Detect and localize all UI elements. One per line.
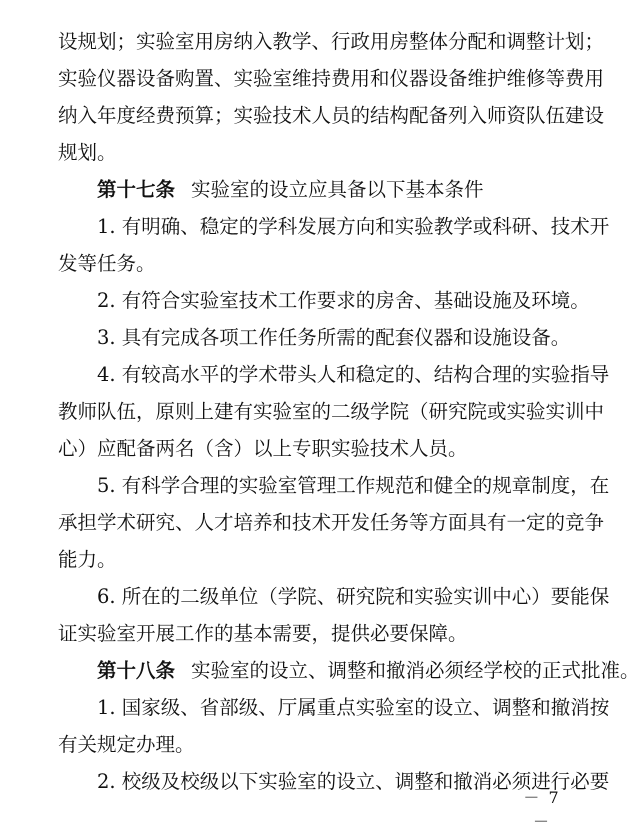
article-18-item-1-line-1: 1. 国家级、省部级、厅属重点实验室的设立、调整和撤消按 [97, 696, 610, 719]
article-17-item-5-line-3: 能力。 [58, 548, 117, 571]
article-17-heading: 实验室的设立应具备以下基本条件 [191, 178, 484, 201]
article-18-heading-line [97, 656, 640, 686]
article-17-item-6-line-2: 证实验室开展工作的基本需要，提供必要保障。 [58, 622, 468, 645]
text-line: 实验仪器设备购置、实验室维持费用和仪器设备维护维修等费用 [58, 67, 605, 90]
article-18-title: 第十八条 [97, 659, 176, 682]
article-17-item-2: 2. 有符合实验室技术工作要求的房舍、基础设施及环境。 [97, 289, 590, 312]
article-17-item-4-line-3: 心）应配备两名（含）以上专职实验技术人员。 [58, 437, 468, 460]
article-17-item-3: 3. 具有完成各项工作任务所需的配套仪器和设施设备。 [97, 326, 571, 349]
article-18-item-2-line-1: 2. 校级及校级以下实验室的设立、调整和撤消必须进行必要 [97, 770, 610, 793]
article-17-heading-line [97, 175, 568, 205]
article-17-item-5-line-1: 5. 有科学合理的实验室管理工作规范和健全的规章制度，在 [97, 474, 610, 497]
article-17-item-4-line-2: 教师队伍，原则上建有实验室的二级学院（研究院或实验实训中 [58, 400, 605, 423]
article-17-item-4-line-1: 4. 有较高水平的学术带头人和稳定的、结构合理的实验指导 [97, 363, 610, 386]
text-line: 纳入年度经费预算；实验技术人员的结构配备列入师资队伍建设 [58, 104, 605, 127]
article-18-item-1-line-2: 有关规定办理。 [58, 733, 195, 756]
page-number: － 7 － [523, 788, 561, 831]
article-17-item-1-line-2: 发等任务。 [58, 252, 156, 275]
text-line: 规划。 [58, 141, 117, 164]
article-18-heading: 实验室的设立、调整和撤消必须经学校的正式批准。 [191, 659, 640, 682]
text-line: 设规划；实验室用房纳入教学、行政用房整体分配和调整计划； [58, 30, 605, 53]
article-17-item-1-line-1: 1. 有明确、稳定的学科发展方向和实验教学或科研、技术开 [97, 215, 610, 238]
article-17-title: 第十七条 [97, 178, 176, 201]
article-17-item-5-line-2: 承担学术研究、人才培养和技术开发任务等方面具有一定的竞争 [58, 511, 605, 534]
article-17-item-6-line-1: 6. 所在的二级单位（学院、研究院和实验实训中心）要能保 [97, 585, 610, 608]
